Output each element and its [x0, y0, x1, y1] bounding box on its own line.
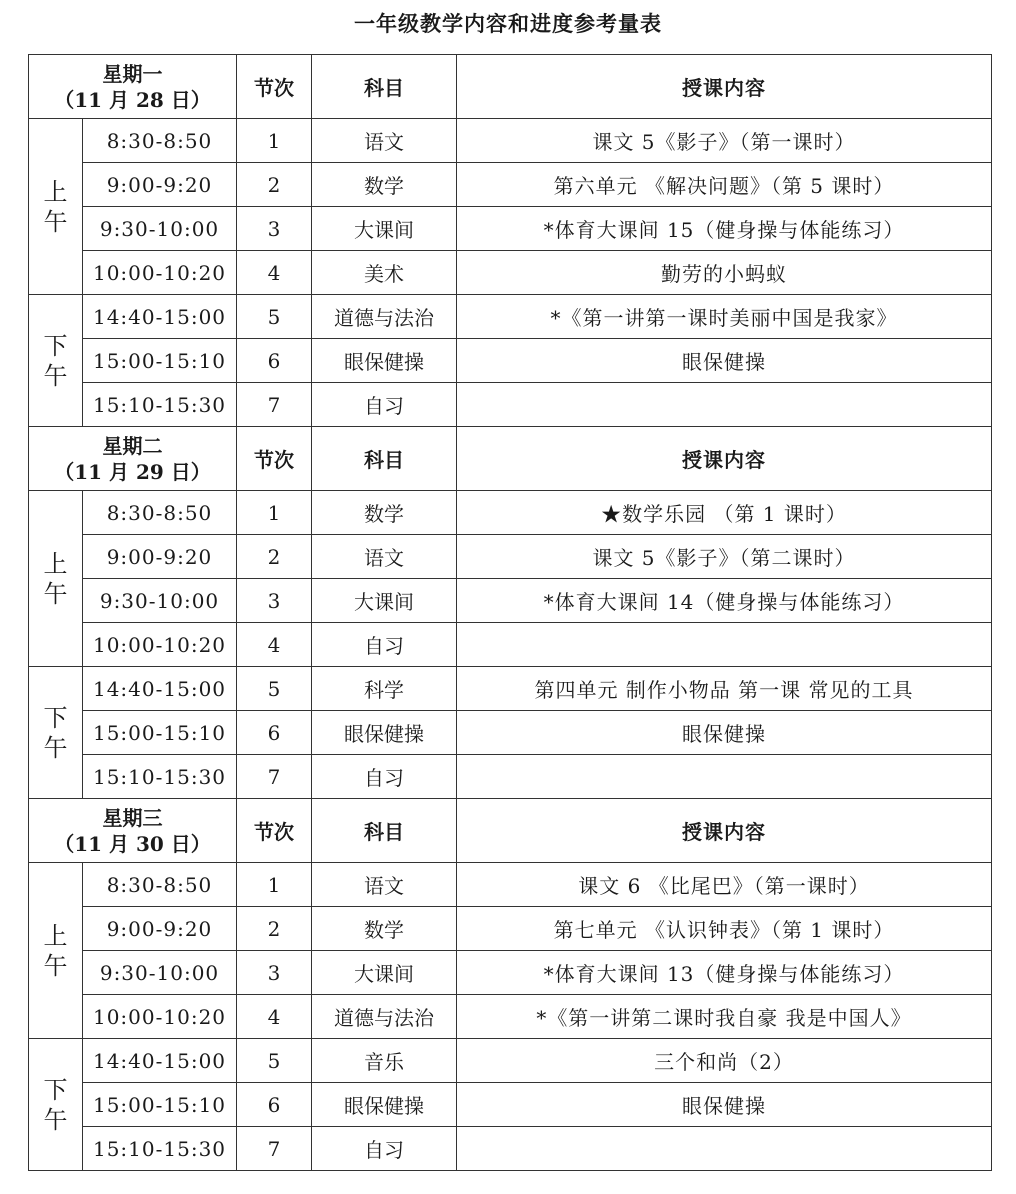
- header-period-no: 节次: [237, 799, 312, 863]
- time-cell: 15:00-15:10: [83, 1083, 237, 1127]
- period-no-cell: 3: [237, 207, 312, 251]
- content-cell: 眼保健操: [457, 1083, 992, 1127]
- subject-cell: 语文: [312, 863, 457, 907]
- content-cell: ★数学乐园 （第 1 课时）: [457, 491, 992, 535]
- day-cell: [29, 799, 237, 863]
- table-row: [29, 863, 992, 907]
- content-cell: 眼保健操: [457, 339, 992, 383]
- period-label-am: [29, 119, 83, 295]
- subject-cell: 语文: [312, 535, 457, 579]
- table-row: [29, 755, 992, 799]
- table-row: [29, 383, 992, 427]
- period-label-char: 午: [43, 951, 68, 980]
- period-label-char: 午: [43, 733, 68, 762]
- subject-cell: 数学: [312, 907, 457, 951]
- period-label-am: [29, 491, 83, 667]
- content-cell: 第六单元 《解决问题》（第 5 课时）: [457, 163, 992, 207]
- subject-cell: 自习: [312, 1127, 457, 1171]
- table-row: [29, 995, 992, 1039]
- subject-cell: 大课间: [312, 207, 457, 251]
- content-cell: 课文 6 《比尾巴》（第一课时）: [457, 863, 992, 907]
- period-no-cell: 7: [237, 1127, 312, 1171]
- period-no-cell: 2: [237, 907, 312, 951]
- time-cell: 15:10-15:30: [83, 1127, 237, 1171]
- content-cell: [457, 623, 992, 667]
- table-row: [29, 295, 992, 339]
- period-no-cell: 5: [237, 667, 312, 711]
- period-label-char: 下: [43, 703, 68, 732]
- day-cell: [29, 55, 237, 119]
- day-header-row: [29, 55, 992, 119]
- time-cell: 15:00-15:10: [83, 711, 237, 755]
- table-row: [29, 623, 992, 667]
- period-no-cell: 4: [237, 251, 312, 295]
- table-row: [29, 119, 992, 163]
- period-label-char: 下: [43, 331, 68, 360]
- day-header-row: [29, 427, 992, 491]
- period-no-cell: 6: [237, 1083, 312, 1127]
- table-row: [29, 579, 992, 623]
- period-label-pm: [29, 1039, 83, 1171]
- table-row: [29, 207, 992, 251]
- period-label-am: [29, 863, 83, 1039]
- period-no-cell: 2: [237, 535, 312, 579]
- time-cell: 8:30-8:50: [83, 491, 237, 535]
- schedule-table: [28, 54, 992, 1171]
- subject-cell: 自习: [312, 383, 457, 427]
- period-no-cell: 4: [237, 995, 312, 1039]
- period-no-cell: 2: [237, 163, 312, 207]
- period-label-char: 上: [43, 549, 68, 578]
- period-label-char: 午: [43, 1105, 68, 1134]
- header-subject: 科目: [312, 427, 457, 491]
- time-cell: 10:00-10:20: [83, 251, 237, 295]
- content-cell: *体育大课间 14（健身操与体能练习）: [457, 579, 992, 623]
- period-no-cell: 1: [237, 863, 312, 907]
- time-cell: 9:00-9:20: [83, 163, 237, 207]
- table-row: [29, 491, 992, 535]
- period-no-cell: 7: [237, 383, 312, 427]
- day-date: （11 月 29 日）: [54, 459, 211, 484]
- period-no-cell: 6: [237, 711, 312, 755]
- table-row: [29, 163, 992, 207]
- period-label-char: 午: [43, 579, 68, 608]
- period-no-cell: 6: [237, 339, 312, 383]
- table-row: [29, 667, 992, 711]
- subject-cell: 数学: [312, 491, 457, 535]
- time-cell: 10:00-10:20: [83, 995, 237, 1039]
- content-cell: [457, 1127, 992, 1171]
- period-no-cell: 3: [237, 579, 312, 623]
- content-cell: 第四单元 制作小物品 第一课 常见的工具: [457, 667, 992, 711]
- content-cell: 勤劳的小蚂蚁: [457, 251, 992, 295]
- content-cell: *《第一讲第一课时美丽中国是我家》: [457, 295, 992, 339]
- time-cell: 9:30-10:00: [83, 207, 237, 251]
- subject-cell: 美术: [312, 251, 457, 295]
- subject-cell: 眼保健操: [312, 1083, 457, 1127]
- table-row: [29, 1127, 992, 1171]
- table-row: [29, 951, 992, 995]
- day-name: 星期一: [102, 61, 163, 86]
- period-label-char: 上: [43, 921, 68, 950]
- content-cell: 三个和尚（2）: [457, 1039, 992, 1083]
- content-cell: *《第一讲第二课时我自豪 我是中国人》: [457, 995, 992, 1039]
- subject-cell: 眼保健操: [312, 711, 457, 755]
- subject-cell: 自习: [312, 623, 457, 667]
- period-label-char: 下: [43, 1075, 68, 1104]
- day-date: （11 月 30 日）: [54, 831, 211, 856]
- header-subject: 科目: [312, 799, 457, 863]
- subject-cell: 道德与法治: [312, 295, 457, 339]
- period-no-cell: 5: [237, 295, 312, 339]
- subject-cell: 大课间: [312, 579, 457, 623]
- time-cell: 14:40-15:00: [83, 295, 237, 339]
- time-cell: 9:00-9:20: [83, 907, 237, 951]
- header-content: 授课内容: [457, 799, 992, 863]
- period-label-pm: [29, 295, 83, 427]
- period-label-char: 上: [43, 177, 68, 206]
- day-date: （11 月 28 日）: [54, 87, 211, 112]
- header-period-no: 节次: [237, 427, 312, 491]
- time-cell: 14:40-15:00: [83, 1039, 237, 1083]
- time-cell: 8:30-8:50: [83, 119, 237, 163]
- time-cell: 15:00-15:10: [83, 339, 237, 383]
- subject-cell: 音乐: [312, 1039, 457, 1083]
- day-header-row: [29, 799, 992, 863]
- table-row: [29, 251, 992, 295]
- time-cell: 8:30-8:50: [83, 863, 237, 907]
- content-cell: 第七单元 《认识钟表》（第 1 课时）: [457, 907, 992, 951]
- period-label-pm: [29, 667, 83, 799]
- period-label-char: 午: [43, 207, 68, 236]
- subject-cell: 语文: [312, 119, 457, 163]
- time-cell: 9:30-10:00: [83, 579, 237, 623]
- content-cell: [457, 383, 992, 427]
- subject-cell: 大课间: [312, 951, 457, 995]
- period-no-cell: 1: [237, 491, 312, 535]
- table-row: [29, 1083, 992, 1127]
- header-content: 授课内容: [457, 55, 992, 119]
- content-cell: 课文 5《影子》（第一课时）: [457, 119, 992, 163]
- table-row: [29, 711, 992, 755]
- period-no-cell: 5: [237, 1039, 312, 1083]
- subject-cell: 自习: [312, 755, 457, 799]
- header-period-no: 节次: [237, 55, 312, 119]
- table-row: [29, 1039, 992, 1083]
- period-label-char: 午: [43, 361, 68, 390]
- day-name: 星期二: [102, 433, 163, 458]
- content-cell: *体育大课间 15（健身操与体能练习）: [457, 207, 992, 251]
- document-title: 一年级教学内容和进度参考量表: [354, 11, 662, 36]
- day-cell: [29, 427, 237, 491]
- day-name: 星期三: [102, 805, 163, 830]
- header-content: 授课内容: [457, 427, 992, 491]
- time-cell: 15:10-15:30: [83, 755, 237, 799]
- table-row: [29, 907, 992, 951]
- time-cell: 9:00-9:20: [83, 535, 237, 579]
- content-cell: *体育大课间 13（健身操与体能练习）: [457, 951, 992, 995]
- header-subject: 科目: [312, 55, 457, 119]
- table-row: [29, 535, 992, 579]
- time-cell: 10:00-10:20: [83, 623, 237, 667]
- subject-cell: 道德与法治: [312, 995, 457, 1039]
- subject-cell: 科学: [312, 667, 457, 711]
- period-no-cell: 7: [237, 755, 312, 799]
- period-no-cell: 4: [237, 623, 312, 667]
- content-cell: 课文 5《影子》（第二课时）: [457, 535, 992, 579]
- table-row: [29, 339, 992, 383]
- period-no-cell: 1: [237, 119, 312, 163]
- period-no-cell: 3: [237, 951, 312, 995]
- content-cell: [457, 755, 992, 799]
- time-cell: 15:10-15:30: [83, 383, 237, 427]
- subject-cell: 数学: [312, 163, 457, 207]
- time-cell: 14:40-15:00: [83, 667, 237, 711]
- content-cell: 眼保健操: [457, 711, 992, 755]
- subject-cell: 眼保健操: [312, 339, 457, 383]
- time-cell: 9:30-10:00: [83, 951, 237, 995]
